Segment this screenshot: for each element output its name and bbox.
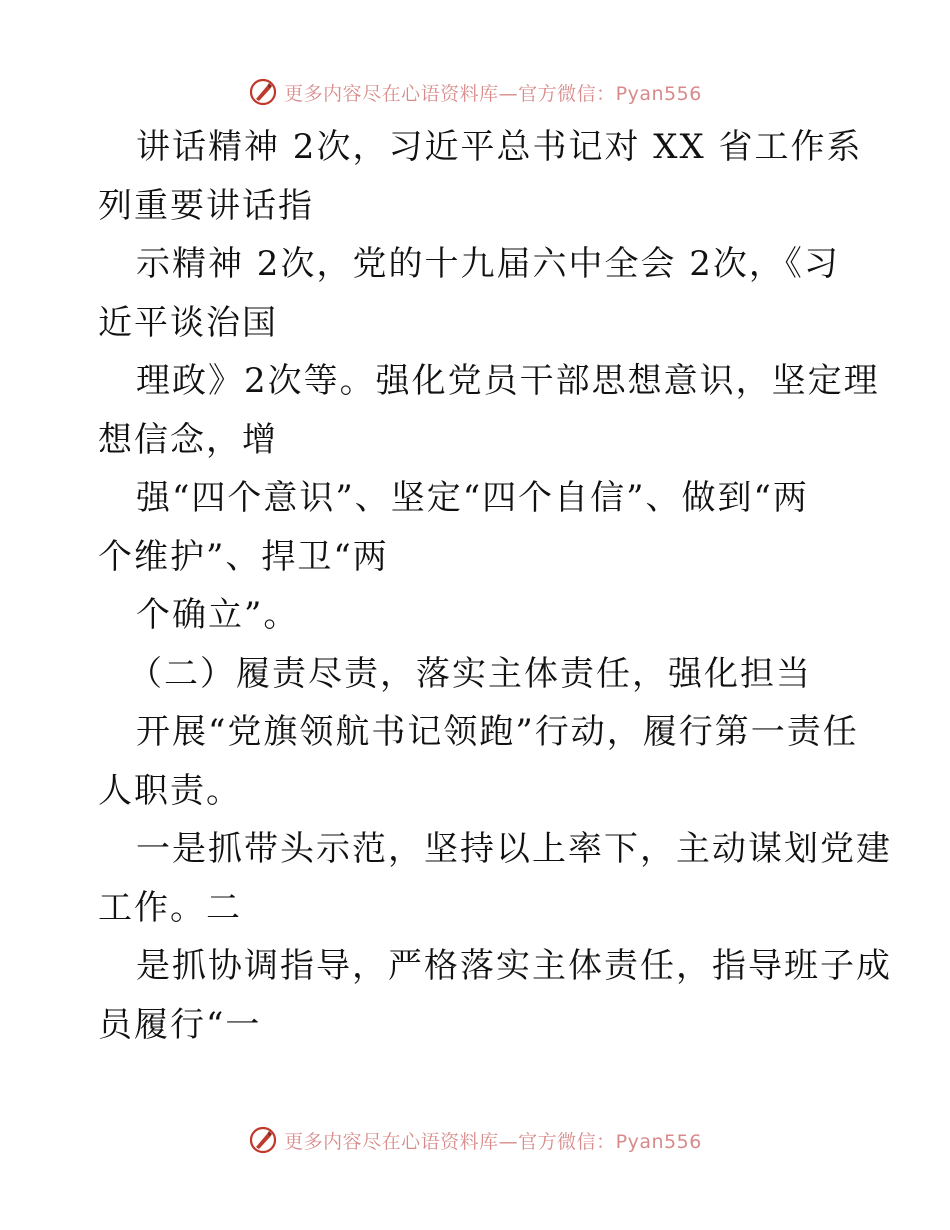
text-line: 强“四个意识”、坚定“四个自信”、做到“两 (136, 478, 809, 518)
text-line: 个确立”。 (136, 595, 300, 635)
text-line: 人职责。 (98, 770, 242, 811)
section-heading: （二）履责尽责，落实主体责任，强化担当 (128, 653, 812, 694)
text-line: 列重要讲话指 (98, 185, 314, 226)
watermark-text: 更多内容尽在心语资料库—官方微信：Pyan556 (284, 82, 702, 105)
text-line: 一是抓带头示范，坚持以上率下，主动谋划党建 (136, 829, 892, 869)
text-line: 是抓协调指导，严格落实主体责任，指导班子成 (136, 946, 892, 986)
header-watermark (0, 72, 950, 112)
text-line: 想信念，增 (98, 419, 278, 460)
text-line: 开展“党旗领航书记领跑”行动，履行第一责任 (136, 712, 859, 752)
watermark-text: 更多内容尽在心语资料库—官方微信：Pyan556 (284, 1130, 702, 1153)
text-line: 近平谈治国 (98, 302, 278, 343)
text-line: 示精神 2次，党的十九届六中全会 2次，《习 (136, 244, 840, 284)
text-line: 个维护”、捍卫“两 (98, 536, 389, 577)
text-line: 员履行“一 (98, 1004, 262, 1045)
text-line: 工作。二 (98, 887, 242, 928)
document-body (98, 118, 892, 1054)
pen-seal-icon (248, 77, 278, 107)
pen-seal-icon (248, 1125, 278, 1155)
text-line: 理政》2次等。强化党员干部思想意识，坚定理 (136, 361, 880, 401)
footer-watermark (0, 1120, 950, 1160)
text-line: 讲话精神 2次，习近平总书记对 XX 省工作系 (136, 127, 863, 167)
